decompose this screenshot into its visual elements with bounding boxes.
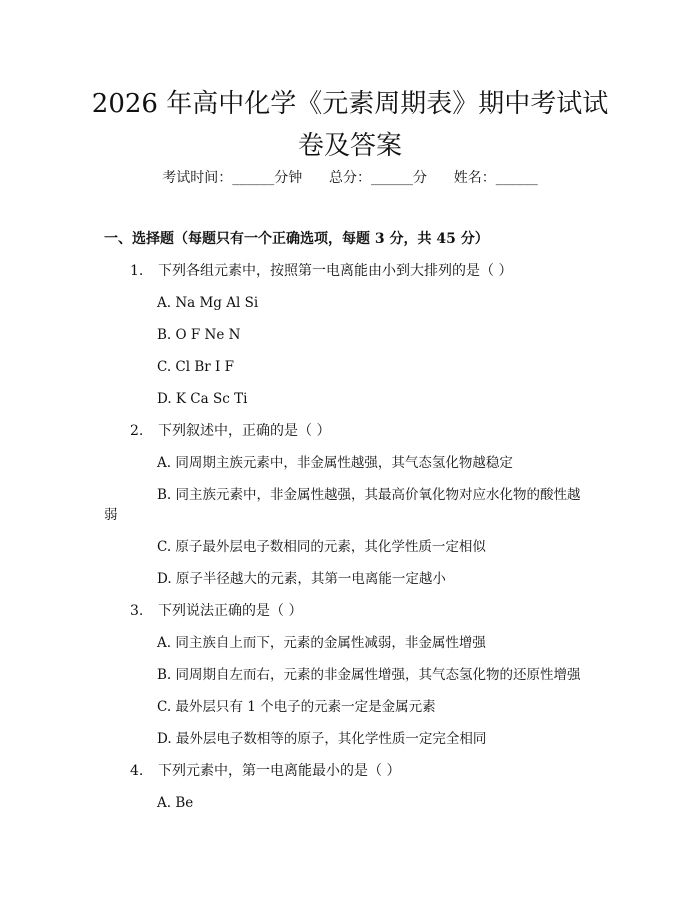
student-name: 姓名：______ <box>453 170 538 186</box>
q1-option-a: A. Na Mg Al Si <box>157 295 259 311</box>
question-number: 1. <box>130 263 144 279</box>
q3-option-c: C. 最外层只有 1 个电子的元素一定是金属元素 <box>157 699 436 715</box>
title-line-1: 2026 年高中化学《元素周期表》期中考试试 <box>91 89 609 119</box>
question-text: 下列叙述中，正确的是（ ） <box>158 423 331 439</box>
q3-option-b: B. 同周期自左而右，元素的非金属性增强，其气态氢化物的还原性增强 <box>157 667 581 683</box>
q4-option-a: A. Be <box>157 795 194 811</box>
question-2 <box>130 421 330 441</box>
exam-time: 考试时间：______分钟 <box>162 170 303 186</box>
exam-meta <box>0 168 700 188</box>
section-heading: 一、选择题（每题只有一个正确选项，每题 3 分，共 45 分） <box>104 231 489 247</box>
question-text: 下列说法正确的是（ ） <box>158 603 303 619</box>
q2-option-d: D. 原子半径越大的元素，其第一电离能一定越小 <box>157 571 446 587</box>
exam-score: 总分：______分 <box>329 170 427 186</box>
q2-option-b-wrap: 弱 <box>104 507 118 523</box>
q3-option-d: D. 最外层电子数相等的原子，其化学性质一定完全相同 <box>157 731 487 747</box>
question-1 <box>130 261 512 281</box>
question-3 <box>130 601 302 621</box>
title-line-2: 卷及答案 <box>297 131 402 161</box>
question-number: 2. <box>130 423 144 439</box>
question-text: 下列各组元素中，按照第一电离能由小到大排列的是（ ） <box>158 263 513 279</box>
q1-option-b: B. O F Ne N <box>157 327 241 343</box>
question-number: 3. <box>130 603 144 619</box>
q2-option-c: C. 原子最外层电子数相同的元素，其化学性质一定相似 <box>157 539 486 555</box>
q2-option-a: A. 同周期主族元素中，非金属性越强，其气态氢化物越稳定 <box>157 455 513 471</box>
q3-option-a: A. 同主族自上而下，元素的金属性减弱，非金属性增强 <box>157 635 486 651</box>
question-text: 下列元素中，第一电离能最小的是（ ） <box>158 763 401 779</box>
q2-option-b: B. 同主族元素中，非金属性越强，其最高价氧化物对应水化物的酸性越 <box>157 487 581 503</box>
q1-option-d: D. K Ca Sc Ti <box>157 391 248 407</box>
question-number: 4. <box>130 763 144 779</box>
q1-option-c: C. Cl Br I F <box>157 359 235 375</box>
question-4 <box>130 761 400 781</box>
page-title <box>60 83 640 167</box>
